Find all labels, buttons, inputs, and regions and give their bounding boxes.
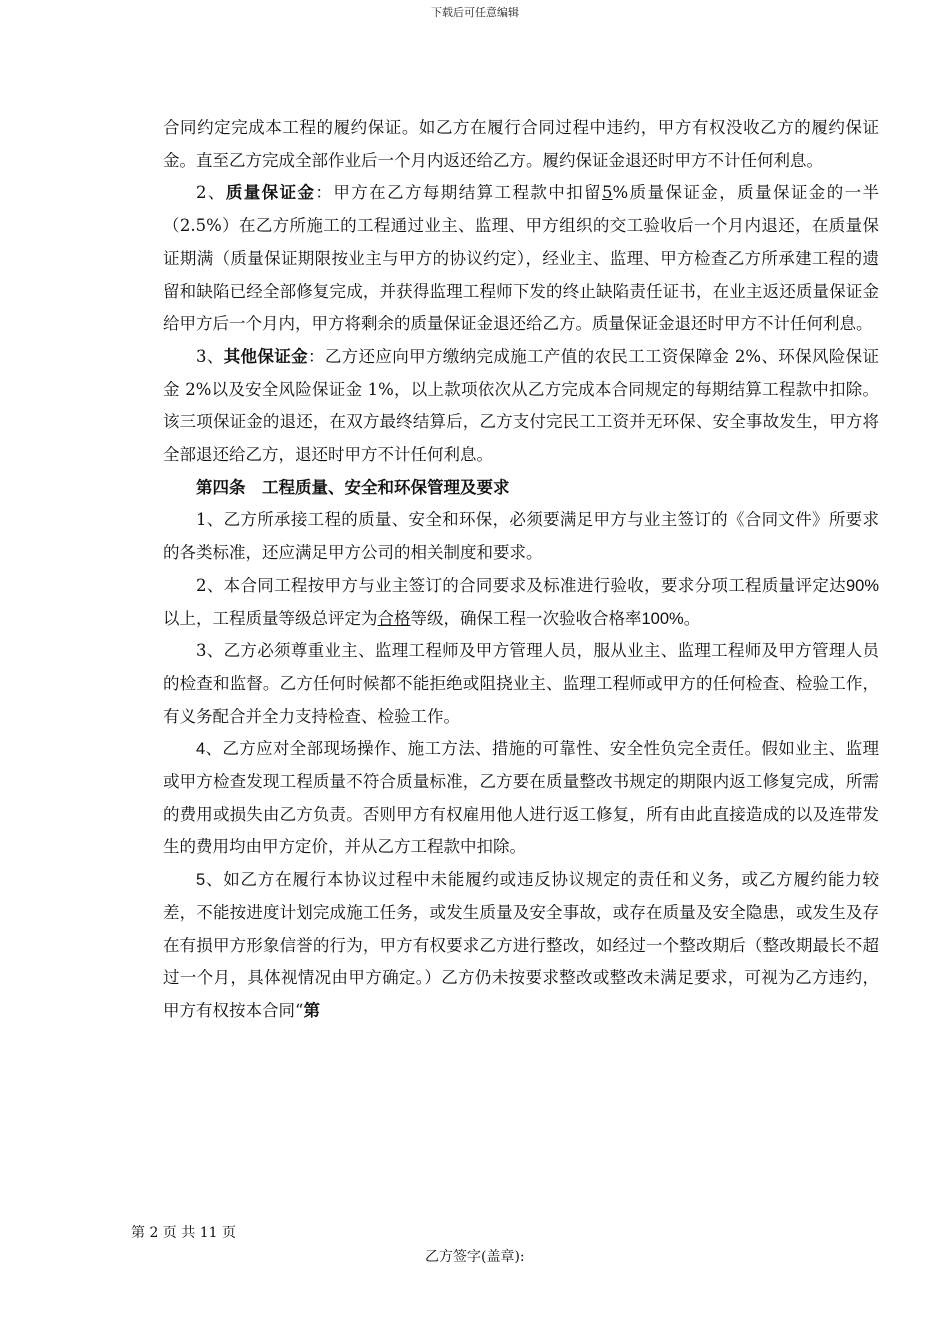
signature-line: 乙方签字(盖章): <box>425 1249 525 1265</box>
acceptance-rate-value: 100% <box>641 609 684 628</box>
page-number: 第 2 页 共 11 页 <box>131 1225 236 1241</box>
item-text: 。 <box>683 608 701 628</box>
paragraph-article-4-item-4 <box>163 733 879 864</box>
item-text: 等级，确保工程一次验收合格率 <box>410 608 642 628</box>
item-label-quality-deposit: 质量保证金 <box>225 183 316 203</box>
paragraph-quality-deposit <box>163 177 879 341</box>
item-colon: ： <box>307 346 325 366</box>
item-number: 5 <box>196 871 206 890</box>
item-number: 2、 <box>196 183 226 203</box>
retention-percent: 5 <box>602 183 613 203</box>
article-4-heading: 第四条 工程质量、安全和环保管理及要求 <box>196 477 510 497</box>
item-text: 、乙方应对全部现场操作、施工方法、措施的可靠性、安全性负完全责任。假如业主、监理或甲方检查发现工程质量不符合质量标准，乙方要在质量整改书规定的期限内返工修复完成，所需的费用或损失由乙方负责。否则甲方有权雇用他人进行返工修复，所有由此直接造成的以及连带发生的费用均由甲方定价，并从乙方工程款中扣除。 <box>163 739 879 857</box>
item-text: 2、本合同工程按甲方与业主签订的合同要求及标准进行验收，要求分项工程质量评定达 <box>196 575 846 595</box>
item-number: 3、 <box>196 346 224 366</box>
item-text: 、如乙方在履行本协议过程中未能履约或违反协议规定的责任和义务，或乙方履约能力较差，不能按进度计划完成施工任务，或发生质量及安全事故，或存在质量及安全隐患，或发生及存在有损甲方形象信誉的行为，甲方有权要求乙方进行整改，如经过一个整改期后（整改期最长不超过一个月，具体视情况由甲方确定。）乙方仍未按要求整改或整改未满足要求，可视为乙方违约，甲方有权按本合同“ <box>163 870 879 1020</box>
item-number: 4 <box>196 740 206 759</box>
quality-grade: 合格 <box>377 608 411 628</box>
item-text: %质量保证金，质量保证金的一半（2.5%）在乙方所施工的工程通过业主、监理、甲方组织的交工验收后一个月内退还，在质量保证期满（质量保证期限按业主与甲方的协议约定），经业主、监理、甲方检查乙方所承建工程的遗留和缺陷已经全部修复完成，并获得监理工程师下发的终止缺陷责任证书，在业主返还质量保证金给甲方后一个月内，甲方将剩余的质量保证金退还给乙方。质量保证金退还时甲方不计任何利息。 <box>163 183 880 334</box>
paragraph-article-4-item-3: 3、乙方必须尊重业主、监理工程师及甲方管理人员，服从业主、监理工程师及甲方管理人员的检查和监督。乙方任何时候都不能拒绝或阻挠业主、监理工程师或甲方的任何检查、检验工作，有义务配合并全力支持检查、检验工作。 <box>163 641 879 726</box>
header-note: 下载后可任意编辑 <box>431 6 519 19</box>
item-colon: ： <box>315 183 334 203</box>
paragraph-article-4-item-5 <box>163 864 879 1028</box>
paragraph-article-4-item-2 <box>163 570 879 635</box>
paragraph-article-4-item-1: 1、乙方所承接工程的质量、安全和环保，必须要满足甲方与业主签订的《合同文件》所要求的各类标准，还应满足甲方公司的相关制度和要求。 <box>163 510 879 563</box>
item-label-other-deposits: 其他保证金 <box>223 346 308 366</box>
quality-rate-value: 90% <box>845 576 879 595</box>
paragraph-performance-bond: 合同约定完成本工程的履约保证。如乙方在履行合同过程中违约，甲方有权没收乙方的履约保证金。直至乙方完成全部作业后一个月内返还给乙方。履约保证金退还时甲方不计任何利息。 <box>163 118 879 170</box>
item-trailing-text: 第 <box>303 1000 320 1020</box>
item-text: 乙方还应向甲方缴纳完成施工产值的农民工工资保障金 2%、环保风险保证金 2%以及安全风险保证金 1%，以上款项依次从乙方完成本合同规定的每期结算工程款中扣除。该三项保证金的退还，在双方最终结算后，乙方支付完民工工资并无环保、安全事故发生，甲方将全部退还给乙方，退还时甲方不计任何利息。 <box>163 346 880 465</box>
item-text: 以上，工程质量等级总评定为 <box>163 608 378 628</box>
paragraph-other-deposits <box>163 341 879 472</box>
item-text: 甲方在乙方每期结算工程款中扣留 <box>333 183 603 203</box>
document-body <box>163 112 879 1028</box>
